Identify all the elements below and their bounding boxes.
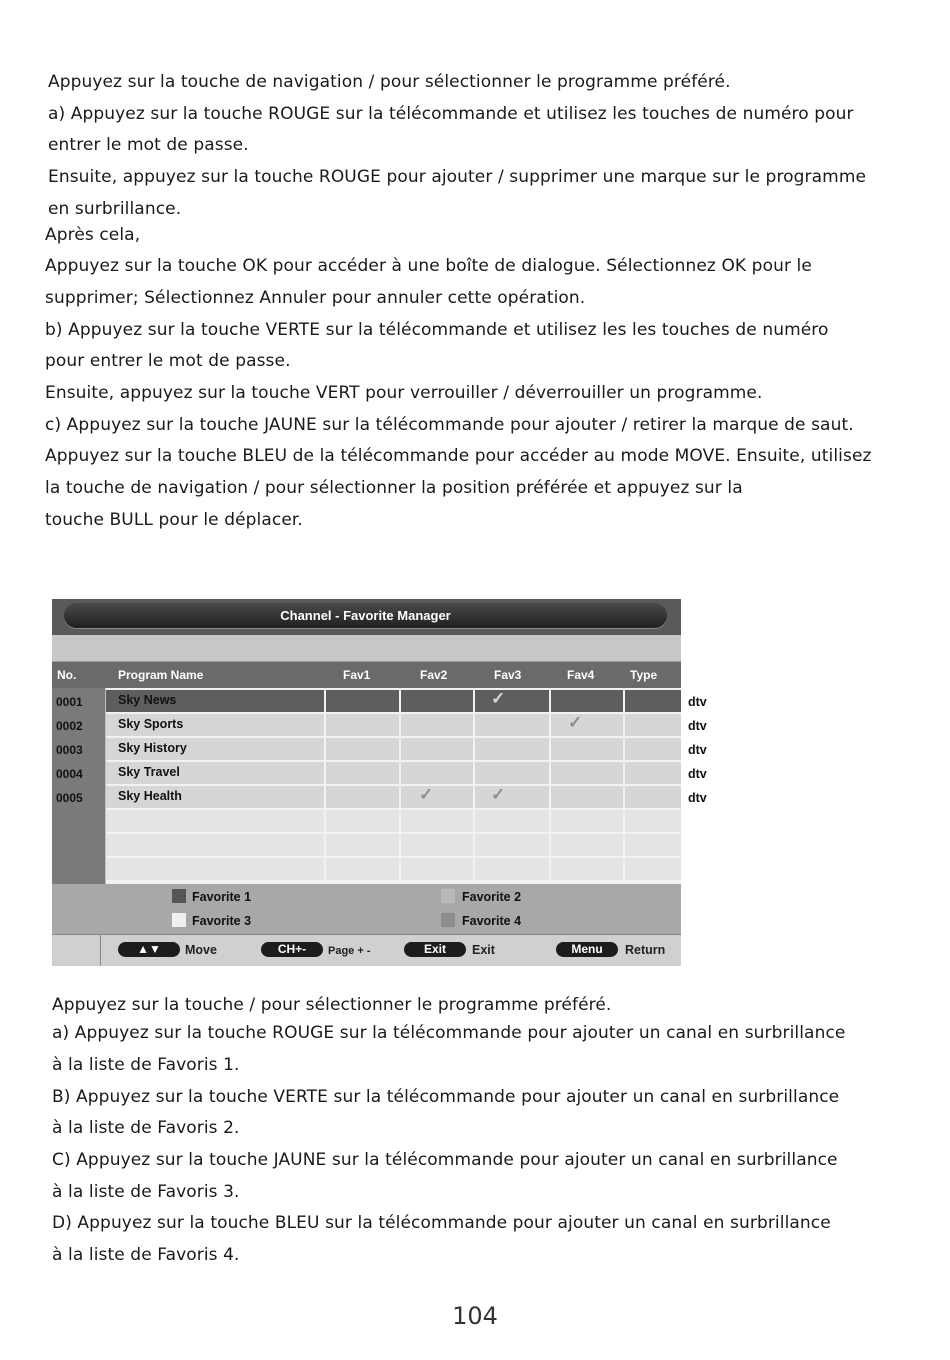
- page-label: Page + -: [328, 945, 371, 957]
- program-name: Sky Health: [118, 789, 182, 803]
- legend-favorite-4: Favorite 4: [462, 914, 522, 928]
- exit-label: Exit: [472, 943, 495, 957]
- check-icon: ✓: [568, 713, 583, 732]
- program-name: Sky History: [118, 741, 187, 755]
- table-cell: [326, 738, 399, 760]
- ch-key: CH+-: [261, 942, 323, 957]
- text-line: B) Appuyez sur la touche VERTE sur la télécommande pour ajouter un canal en surbrillance: [52, 1087, 840, 1107]
- header-type: Type: [630, 668, 658, 682]
- table-cell: [326, 786, 399, 808]
- program-name: Sky Travel: [118, 765, 180, 779]
- table-cell: [401, 738, 473, 760]
- text-line: Appuyez sur la touche / pour sélectionner le programme préféré.: [52, 995, 612, 1015]
- text-line: Après cela,: [45, 225, 141, 245]
- text-line: à la liste de Favoris 2.: [52, 1118, 240, 1138]
- text-line: a) Appuyez sur la touche ROUGE sur la télécommande pour ajouter un canal en surbrillance: [52, 1023, 846, 1043]
- table-cell: [326, 690, 399, 712]
- text-line: touche BULL pour le déplacer.: [45, 510, 303, 530]
- favorite-4-swatch: [441, 913, 455, 927]
- channel-number: 0004: [56, 767, 83, 781]
- text-line: Ensuite, appuyez sur la touche VERT pour verrouiller / déverrouiller un programme.: [45, 383, 763, 403]
- header-fav3: Fav3: [494, 668, 522, 682]
- program-type: dtv: [688, 767, 707, 781]
- table-cell: [625, 690, 681, 712]
- text-line: Ensuite, appuyez sur la touche ROUGE pour ajouter / supprimer une marque sur le programme: [48, 167, 867, 187]
- check-icon: ✓: [491, 785, 506, 804]
- text-line: en surbrillance.: [48, 199, 182, 219]
- table-cell: [401, 762, 473, 784]
- program-name: Sky News: [118, 693, 177, 707]
- sub-bar: [52, 635, 681, 661]
- table-cell: [475, 858, 549, 880]
- header-fav4: Fav4: [567, 668, 595, 682]
- program-type: dtv: [688, 743, 707, 757]
- title-bar: [52, 599, 681, 635]
- text-line: D) Appuyez sur la touche BLEU sur la télécommande pour ajouter un canal en surbrillance: [52, 1213, 831, 1233]
- table-cell: [551, 690, 623, 712]
- table-cell: [401, 786, 473, 808]
- table-cell: [551, 738, 623, 760]
- channel-number: 0001: [56, 695, 83, 709]
- text-line: Appuyez sur la touche de navigation / pour sélectionner le programme préféré.: [48, 72, 731, 92]
- table-cell: [475, 834, 549, 856]
- table-cell: [551, 714, 623, 736]
- empty-row: [106, 810, 681, 832]
- table-cell: [475, 762, 549, 784]
- table-cell: [326, 834, 399, 856]
- program-name: Sky Sports: [118, 717, 184, 731]
- header-fav1: Fav1: [343, 668, 371, 682]
- table-cell: [551, 834, 623, 856]
- text-line: la touche de navigation / pour sélectionner la position préférée et appuyez sur la: [45, 478, 743, 498]
- table-cell: [106, 834, 324, 856]
- table-cell: [625, 762, 681, 784]
- table-cell: [551, 810, 623, 832]
- key-hint-bar: [52, 934, 681, 966]
- screen-title: Channel - Favorite Manager: [64, 603, 667, 628]
- text-line: supprimer; Sélectionnez Annuler pour annuler cette opération.: [45, 288, 586, 308]
- text-line: a) Appuyez sur la touche ROUGE sur la télécommande et utilisez les touches de numéro pour: [48, 104, 854, 124]
- table-cell: [326, 762, 399, 784]
- legend-favorite-1: Favorite 1: [192, 890, 252, 904]
- table-cell: [106, 858, 324, 880]
- header-no: No.: [57, 668, 77, 682]
- text-line: pour entrer le mot de passe.: [45, 351, 291, 371]
- table-cell: [551, 762, 623, 784]
- channel-number: 0005: [56, 791, 83, 805]
- favorite-3-swatch: [172, 913, 186, 927]
- favorite-1-swatch: [172, 889, 186, 903]
- table-cell: [401, 690, 473, 712]
- table-cell: [326, 858, 399, 880]
- empty-row: [106, 858, 681, 880]
- table-cell: [625, 786, 681, 808]
- table-row[interactable]: [106, 738, 707, 760]
- check-icon: ✓: [419, 785, 434, 804]
- return-label: Return: [625, 943, 666, 957]
- text-line: à la liste de Favoris 4.: [52, 1245, 240, 1265]
- table-row[interactable]: [106, 689, 707, 712]
- footer-divider: [100, 935, 101, 966]
- table-cell: [401, 858, 473, 880]
- text-line: entrer le mot de passe.: [48, 135, 249, 155]
- exit-key: Exit: [404, 942, 466, 957]
- table-cell: [401, 810, 473, 832]
- table-row[interactable]: [106, 762, 707, 784]
- channel-number: 0002: [56, 719, 83, 733]
- table-cell: [625, 714, 681, 736]
- header-fav2: Fav2: [420, 668, 448, 682]
- table-cell: [475, 786, 549, 808]
- table-cell: [401, 714, 473, 736]
- table-cell: [551, 858, 623, 880]
- table-cell: [475, 810, 549, 832]
- table-cell: [326, 714, 399, 736]
- menu-key: Menu: [556, 942, 618, 957]
- header-program-name: Program Name: [118, 668, 204, 682]
- page-number: 104: [452, 1302, 498, 1330]
- table-cell: [625, 738, 681, 760]
- channel-number: 0003: [56, 743, 83, 757]
- check-icon: ✓: [491, 689, 506, 708]
- program-list: [106, 688, 707, 884]
- favorite-manager-screen: [52, 599, 707, 965]
- channel-number-column: [52, 688, 105, 884]
- table-cell: [625, 810, 681, 832]
- text-line: c) Appuyez sur la touche JAUNE sur la télécommande pour ajouter / retirer la marque de saut.: [45, 415, 854, 435]
- text-line: b) Appuyez sur la touche VERTE sur la télécommande et utilisez les les touches de numéro: [45, 320, 829, 340]
- table-cell: [625, 834, 681, 856]
- table-cell: [551, 786, 623, 808]
- text-line: C) Appuyez sur la touche JAUNE sur la télécommande pour ajouter un canal en surbrillance: [52, 1150, 838, 1170]
- table-header: [52, 661, 681, 688]
- move-key: ▲▼: [118, 942, 180, 957]
- table-cell: [475, 714, 549, 736]
- table-cell: [475, 690, 549, 712]
- table-row[interactable]: [106, 785, 707, 808]
- legend-favorite-3: Favorite 3: [192, 914, 252, 928]
- favorite-legend: [52, 884, 681, 934]
- text-line: Appuyez sur la touche OK pour accéder à une boîte de dialogue. Sélectionnez OK pour le: [45, 256, 812, 276]
- legend-favorite-2: Favorite 2: [462, 890, 522, 904]
- table-cell: [106, 810, 324, 832]
- empty-row: [106, 834, 681, 856]
- table-cell: [625, 858, 681, 880]
- program-type: dtv: [688, 695, 707, 709]
- table-cell: [326, 810, 399, 832]
- table-row[interactable]: [106, 713, 707, 736]
- table-cell: [475, 738, 549, 760]
- move-label: Move: [185, 943, 217, 957]
- text-line: Appuyez sur la touche BLEU de la télécommande pour accéder au mode MOVE. Ensuite, utilisez: [45, 446, 872, 466]
- table-cell: [401, 834, 473, 856]
- text-line: à la liste de Favoris 3.: [52, 1182, 240, 1202]
- favorite-2-swatch: [441, 889, 455, 903]
- program-type: dtv: [688, 719, 707, 733]
- text-line: à la liste de Favoris 1.: [52, 1055, 240, 1075]
- program-type: dtv: [688, 791, 707, 805]
